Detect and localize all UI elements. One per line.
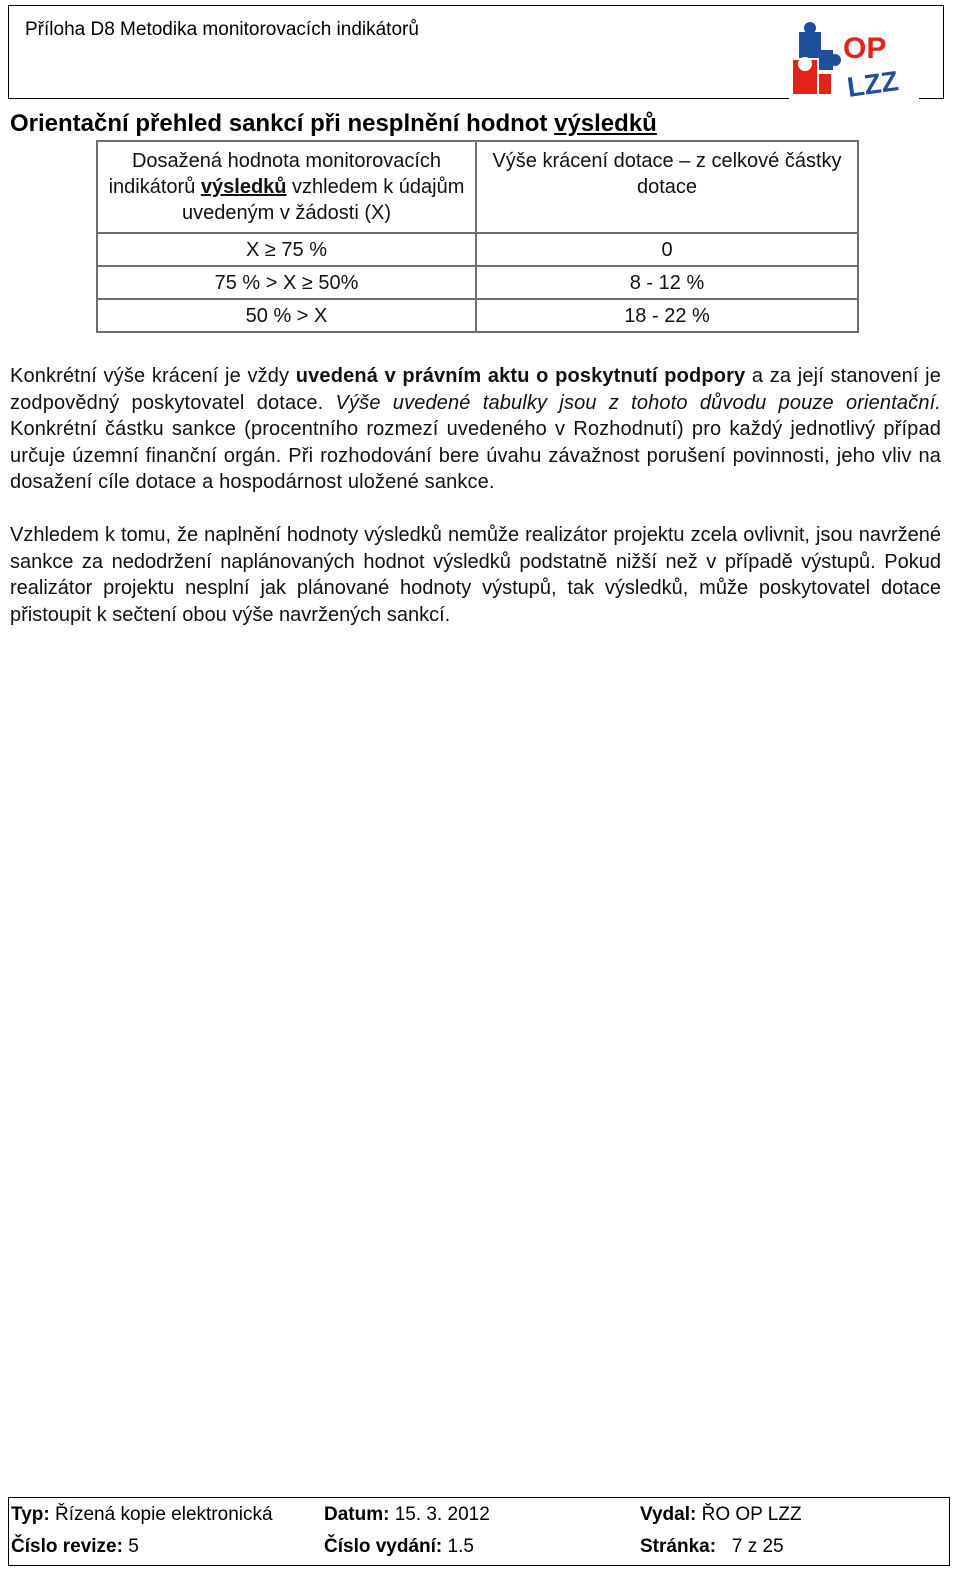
paragraph-results-note: Vzhledem k tomu, že naplnění hodnoty výsledků nemůže realizátor projektu zcela ovlivnit, jsou navržené sankce za nedodržení naplánovaných hodnot výsledků podstatně nižší než v případě výstupů. Pokud realizátor projektu nesplní jak plánované hodnoty výstupů, tak výsledků, může poskytovatel dotace přistoupit k sečtení obou výše navržených sankcí. <box>10 524 941 626</box>
table-cell-reduction: 8 - 12 % <box>476 266 858 299</box>
footer-edition-label: Číslo vydání: <box>324 1536 443 1557</box>
footer-revision-label: Číslo revize: <box>11 1536 123 1557</box>
footer-edition <box>324 1536 474 1558</box>
footer-page-label: Stránka: <box>640 1536 717 1557</box>
footer-issuer <box>640 1504 802 1526</box>
section-title-text: Orientační přehled sankcí při nesplnění hodnot <box>10 110 555 137</box>
footer-date <box>324 1504 490 1526</box>
header-col1-text-end: vzhledem k údajům uvedeným v žádosti (X) <box>182 176 465 224</box>
footer-page-value: 7 z 25 <box>716 1536 784 1557</box>
footer-revision-value: 5 <box>122 1536 139 1557</box>
sanctions-table <box>96 140 859 333</box>
table-cell-reduction: 18 - 22 % <box>476 299 858 332</box>
paragraph-bold-text: uvedená v právním aktu o poskytnutí podpory <box>295 365 746 387</box>
table-header-achieved-value <box>97 141 476 233</box>
table-header-row <box>97 141 858 233</box>
footer-type <box>11 1504 273 1526</box>
document-title: Příloha D8 Metodika monitorovacích indikátorů <box>25 19 419 40</box>
table-header-reduction: Výše krácení dotace – z celkové částky dotace <box>476 141 858 233</box>
table-cell-condition: X ≥ 75 % <box>97 233 476 266</box>
table-cell-condition: 50 % > X <box>97 299 476 332</box>
footer-issuer-label: Vydal: <box>640 1504 697 1525</box>
paragraph-sanction-details <box>10 363 941 496</box>
table-row <box>97 266 858 299</box>
table-cell-reduction: 0 <box>476 233 858 266</box>
header-col1-text: Dosažená hodnota monitorovacích indikátorů <box>108 150 442 198</box>
table-cell-condition: 75 % > X ≥ 50% <box>97 266 476 299</box>
footer-type-label: Typ: <box>11 1504 50 1525</box>
svg-text:OP: OP <box>843 32 887 65</box>
table-row <box>97 233 858 266</box>
paragraph-text: Konkrétní výše krácení je vždy <box>10 365 296 387</box>
svg-text:LZZ: LZZ <box>845 65 901 103</box>
footer-date-label: Datum: <box>324 1504 390 1525</box>
table-row <box>97 299 858 332</box>
page-footer <box>8 1497 950 1566</box>
footer-revision <box>11 1536 139 1558</box>
page-header <box>8 5 944 103</box>
op-lzz-logo-icon <box>789 20 919 106</box>
footer-page <box>640 1536 784 1558</box>
footer-date-value: 15. 3. 2012 <box>389 1504 490 1525</box>
footer-edition-value: 1.5 <box>442 1536 474 1557</box>
footer-type-value: Řízená kopie elektronická <box>49 1504 273 1525</box>
header-col1-emphasis: výsledků <box>200 176 287 198</box>
section-title-underlined: výsledků <box>554 110 657 137</box>
footer-issuer-value: ŘO OP LZZ <box>696 1504 802 1525</box>
paragraph-text: a za její stanovení je zodpovědný poskytovatel dotace. <box>10 365 942 414</box>
paragraph-text: Konkrétní částku sankce (procentního rozmezí uvedeného v Rozhodnutí) pro každý jednotlivý případ určuje územní finanční orgán. Při rozhodování bere úvahu závažnost porušení povinnosti, jeho vliv na dosažení cíle dotace a hospodárnost uložené sankce. <box>10 418 941 493</box>
op-lzz-logo <box>789 20 919 106</box>
paragraph-italic-text: Výše uvedené tabulky jsou z tohoto důvodu pouze orientační. <box>335 391 942 414</box>
section-title <box>10 110 657 138</box>
